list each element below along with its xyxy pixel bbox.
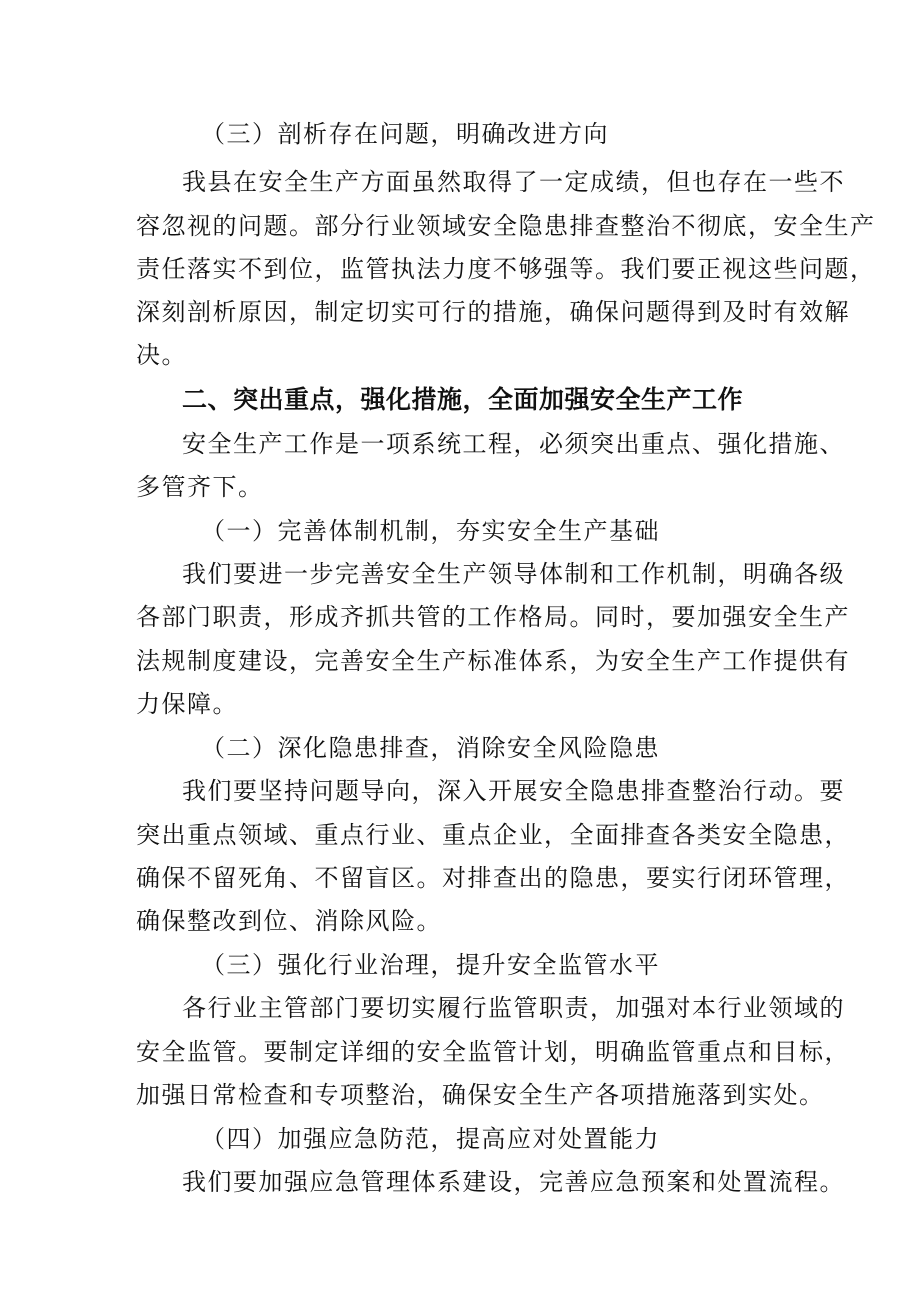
paragraph-line: 深刻剖析原因，制定切实可行的措施，确保问题得到及时有效解 bbox=[136, 298, 850, 326]
paragraph-line: 加强日常检查和专项整治，确保安全生产各项措施落到实处。 bbox=[136, 1081, 825, 1109]
subheading-4: （四）加强应急防范，提高应对处置能力 bbox=[201, 1125, 660, 1153]
paragraph-line: 法规制度建设，完善安全生产标准体系，为安全生产工作提供有 bbox=[136, 647, 850, 675]
paragraph-line: 安全监管。要制定详细的安全监管计划，明确监管重点和目标， bbox=[136, 1038, 850, 1066]
paragraph-line: 力保障。 bbox=[136, 690, 238, 718]
paragraph-line: 突出重点领域、重点行业、重点企业，全面排查各类安全隐患， bbox=[136, 821, 850, 849]
paragraph-line: 确保整改到位、消除风险。 bbox=[136, 907, 442, 935]
paragraph-line: 确保不留死角、不留盲区。对排查出的隐患，要实行闭环管理， bbox=[136, 864, 850, 892]
paragraph-line: 各部门职责，形成齐抓共管的工作格局。同时，要加强安全生产 bbox=[136, 603, 850, 631]
paragraph-line: 责任落实不到位，监管执法力度不够强等。我们要正视这些问题， bbox=[136, 255, 876, 283]
paragraph-line: 容忽视的问题。部分行业领域安全隐患排查整治不彻底，安全生产 bbox=[136, 212, 876, 240]
paragraph-line: 各行业主管部门要切实履行监管职责，加强对本行业领域的 bbox=[182, 994, 845, 1022]
paragraph-line: 决。 bbox=[136, 341, 187, 369]
subheading-3: （三）剖析存在问题，明确改进方向 bbox=[201, 120, 609, 148]
paragraph-line: 我们要坚持问题导向，深入开展安全隐患排查整治行动。要 bbox=[182, 777, 845, 805]
section-heading-2: 二、突出重点，强化措施，全面加强安全生产工作 bbox=[182, 385, 744, 414]
paragraph-line: 我县在安全生产方面虽然取得了一定成绩，但也存在一些不 bbox=[182, 168, 845, 196]
subheading-2: （二）深化隐患排查，消除安全风险隐患 bbox=[201, 734, 660, 762]
subheading-1: （一）完善体制机制，夯实安全生产基础 bbox=[201, 517, 660, 545]
paragraph-line: 我们要进一步完善安全生产领导体制和工作机制，明确各级 bbox=[182, 560, 845, 588]
paragraph-line: 安全生产工作是一项系统工程，必须突出重点、强化措施、 bbox=[182, 430, 845, 458]
paragraph-line: 我们要加强应急管理体系建设，完善应急预案和处置流程。 bbox=[182, 1168, 845, 1196]
paragraph-line: 多管齐下。 bbox=[136, 473, 264, 501]
subheading-3b: （三）强化行业治理，提升安全监管水平 bbox=[201, 951, 660, 979]
